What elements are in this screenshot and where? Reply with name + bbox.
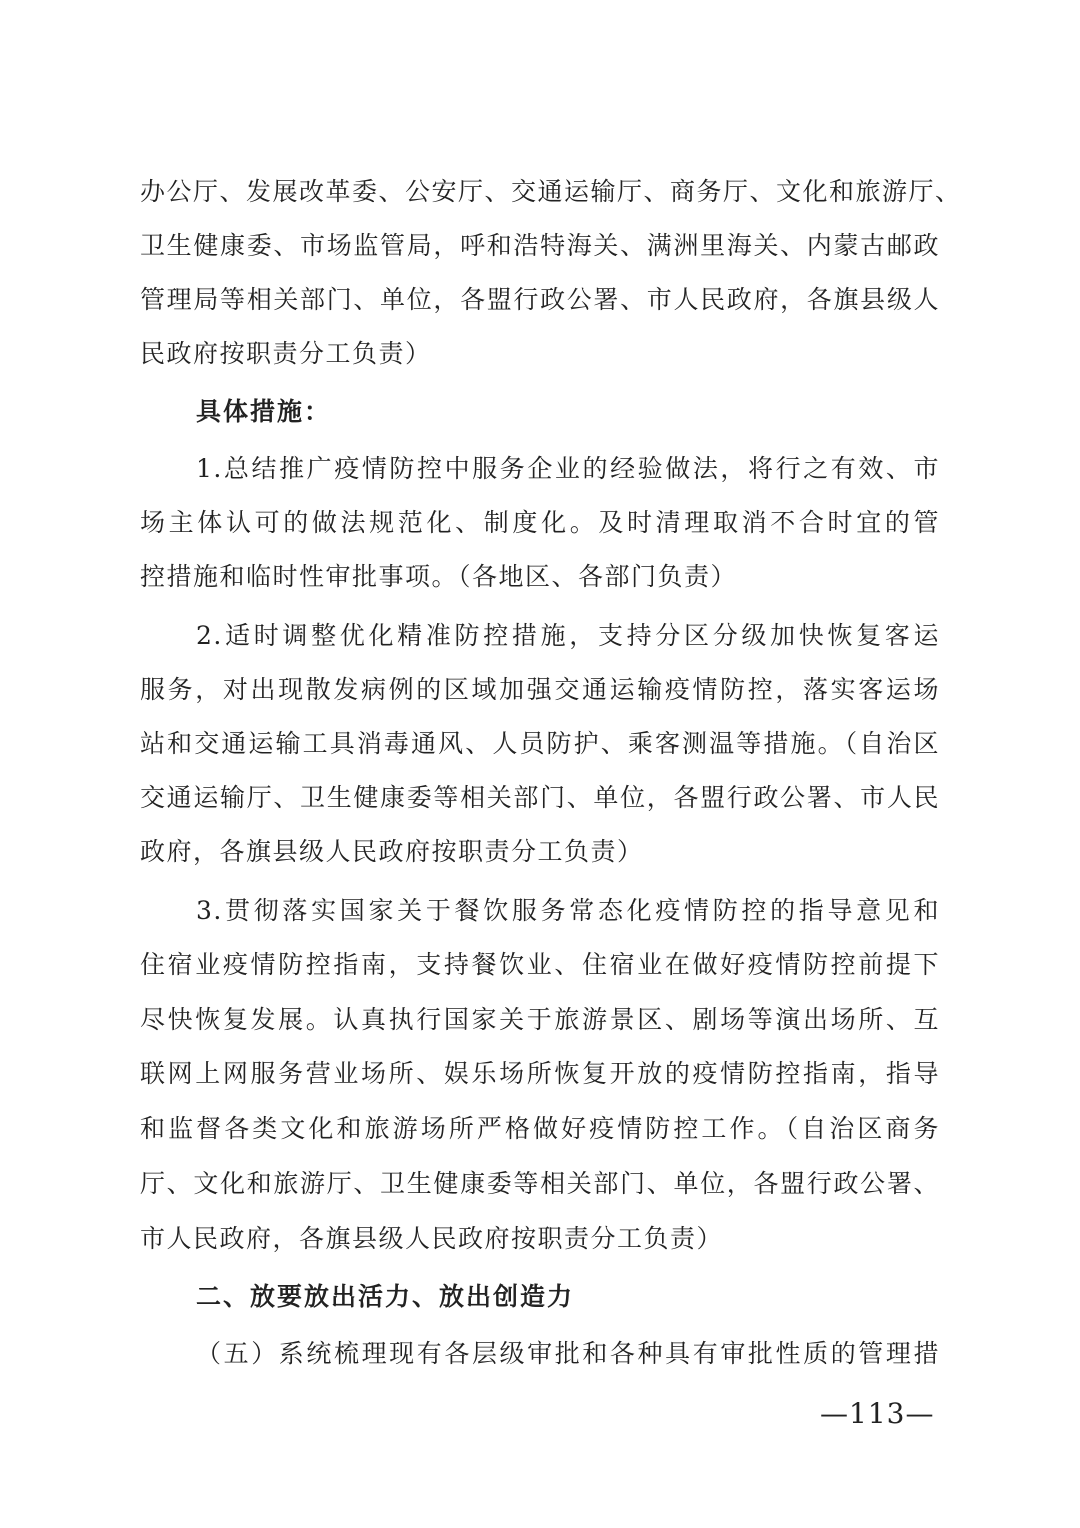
body-text-line: 交通运输厅、卫生健康委等相关部门、单位，各盟行政公署、市人民 [140,783,940,812]
body-text-line: 管理局等相关部门、单位，各盟行政公署、市人民政府，各旗县级人 [140,285,940,314]
body-text-line: 民政府按职责分工负责） [140,339,432,368]
body-text-line: 和监督各类文化和旅游场所严格做好疫情防控工作。（自治区商务 [140,1114,940,1143]
body-text-line: 3.贯彻落实国家关于餐饮服务常态化疫情防控的指导意见和 [196,896,940,925]
body-text-line: 市人民政府，各旗县级人民政府按职责分工负责） [140,1224,724,1253]
body-text-line: 联网上网服务营业场所、娱乐场所恢复开放的疫情防控指南，指导 [140,1059,940,1088]
body-text-line: 2.适时调整优化精准防控措施，支持分区分级加快恢复客运 [196,621,940,650]
body-text-line: 卫生健康委、市场监管局，呼和浩特海关、满洲里海关、内蒙古邮政 [140,231,940,260]
body-text-line: 场主体认可的做法规范化、制度化。及时清理取消不合时宜的管 [140,508,940,537]
body-text-line: 尽快恢复发展。认真执行国家关于旅游景区、剧场等演出场所、互 [140,1005,940,1034]
body-text-line: 住宿业疫情防控指南，支持餐饮业、住宿业在做好疫情防控前提下 [140,950,940,979]
page-number: —113— [820,1397,935,1430]
body-text-line: 控措施和临时性审批事项。（各地区、各部门负责） [140,562,738,591]
body-text-line: 办公厅、发展改革委、公安厅、交通运输厅、商务厅、文化和旅游厅、 [140,177,962,206]
section-subheading: 具体措施： [196,397,332,426]
body-text-line: 服务，对出现散发病例的区域加强交通运输疫情防控，落实客运场 [140,675,940,704]
body-text-line: 1.总结推广疫情防控中服务企业的经验做法，将行之有效、市 [196,454,940,483]
body-text-line: 站和交通运输工具消毒通风、人员防护、乘客测温等措施。（自治区 [140,729,940,758]
section-heading: 二、放要放出活力、放出创造力 [196,1282,575,1311]
body-text-line: （五）系统梳理现有各层级审批和各种具有审批性质的管理措 [196,1339,940,1368]
body-text-line: 厅、文化和旅游厅、卫生健康委等相关部门、单位，各盟行政公署、 [140,1169,940,1198]
body-text-line: 政府，各旗县级人民政府按职责分工负责） [140,837,644,866]
